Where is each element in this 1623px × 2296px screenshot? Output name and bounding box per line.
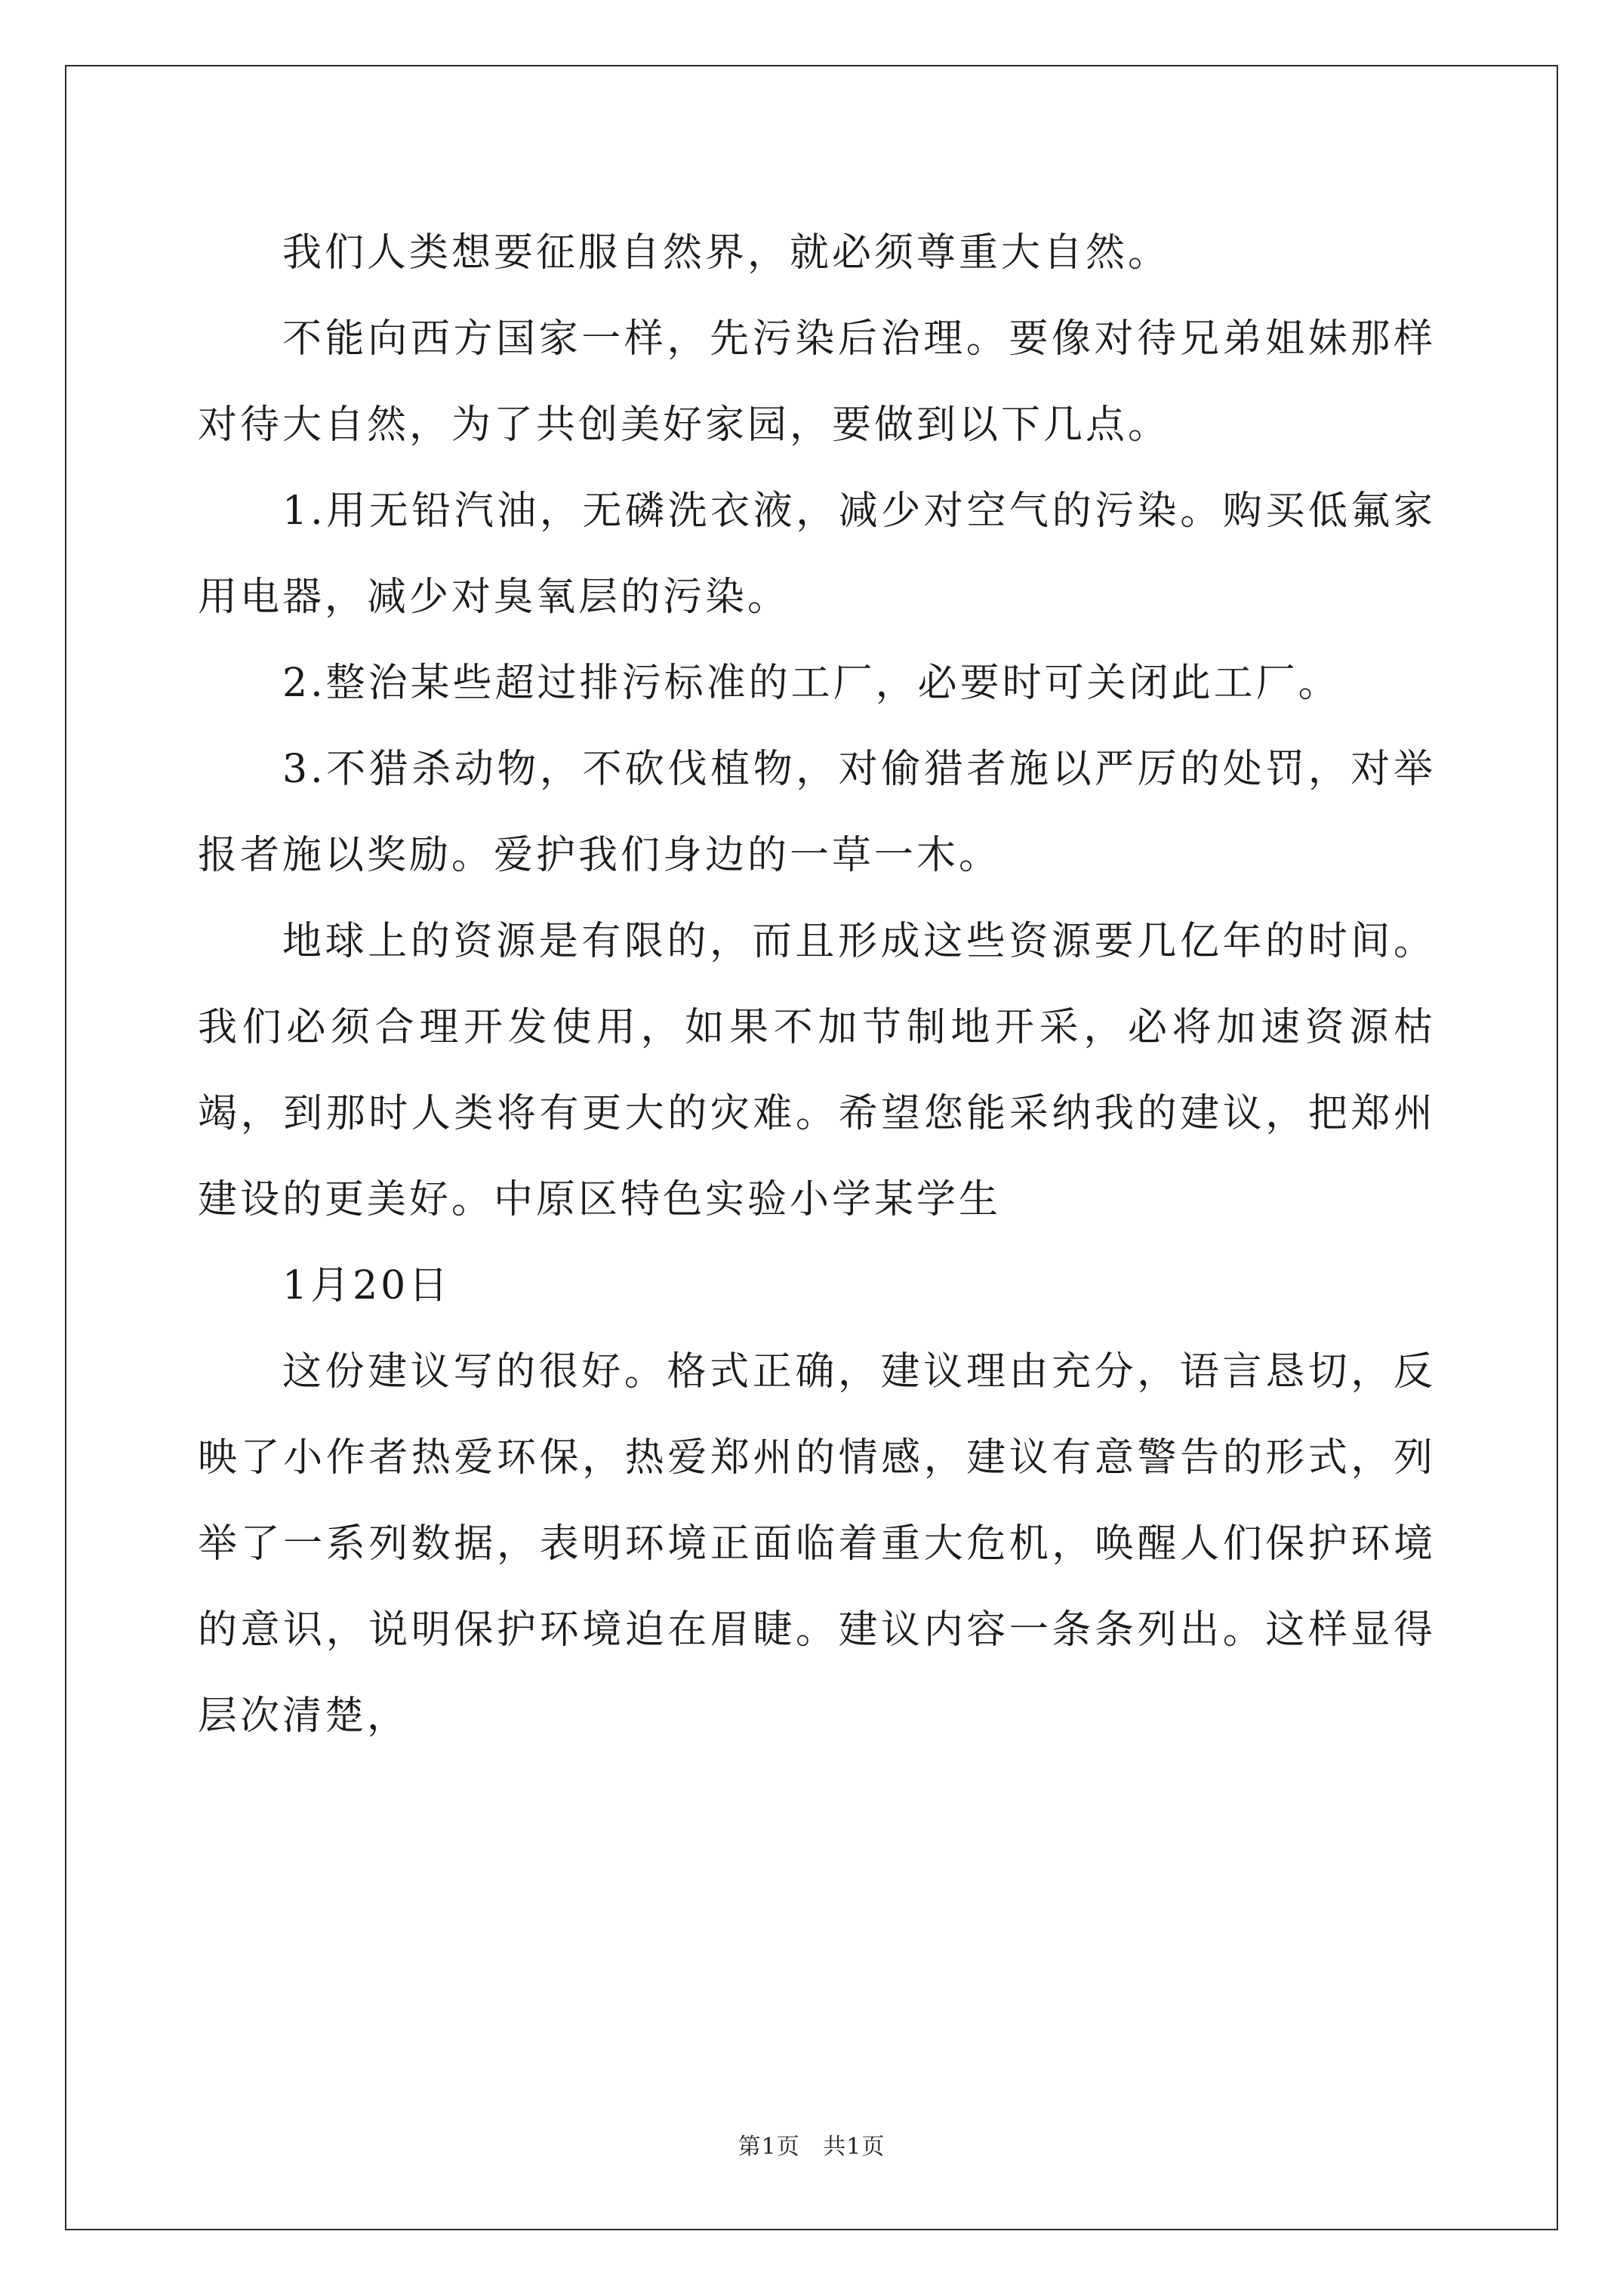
paragraph-4: 2.整治某些超过排污标准的工厂，必要时可关闭此工厂。: [282, 661, 1341, 706]
page-current: 第1页: [738, 2134, 800, 2160]
date-line: 1月20日: [282, 1263, 451, 1308]
document-body: [198, 210, 1436, 1759]
paragraph-2: 不能向西方国家一样，先污染后治理。要像对待兄弟姐妹那样对待大自然，为了共创美好家园，要做到以下几点。: [198, 316, 1436, 448]
paragraph-5: 3.不猎杀动物，不砍伐植物，对偷猎者施以严厉的处罚，对举报者施以奖励。爱护我们身边的一草一木。: [198, 747, 1436, 878]
paragraph-6: 地球上的资源是有限的，而且形成这些资源要几亿年的时间。我们必须合理开发使用，如果不加节制地开采，必将加速资源枯竭，到那时人类将有更大的灾难。希望您能采纳我的建议，把郑州建设的更美好。中原区特色实验小学某学生: [198, 919, 1436, 1222]
page-total: 共1页: [823, 2134, 885, 2160]
paragraph-1: 我们人类想要征服自然界，就必须尊重大自然。: [282, 230, 1171, 276]
paragraph-3: 1.用无铅汽油，无磷洗衣液，减少对空气的污染。购买低氟家用电器，减少对臭氧层的污染。: [198, 488, 1436, 620]
page-footer: [0, 2128, 1623, 2161]
paragraph-8: 这份建议写的很好。格式正确，建议理由充分，语言恳切，反映了小作者热爱环保，热爱郑州的情感，建议有意警告的形式，列举了一系列数据，表明环境正面临着重大危机，唤醒人们保护环境的意识，说明保护环境迫在眉睫。建议内容一条条列出。这样显得层次清楚，: [198, 1349, 1436, 1739]
